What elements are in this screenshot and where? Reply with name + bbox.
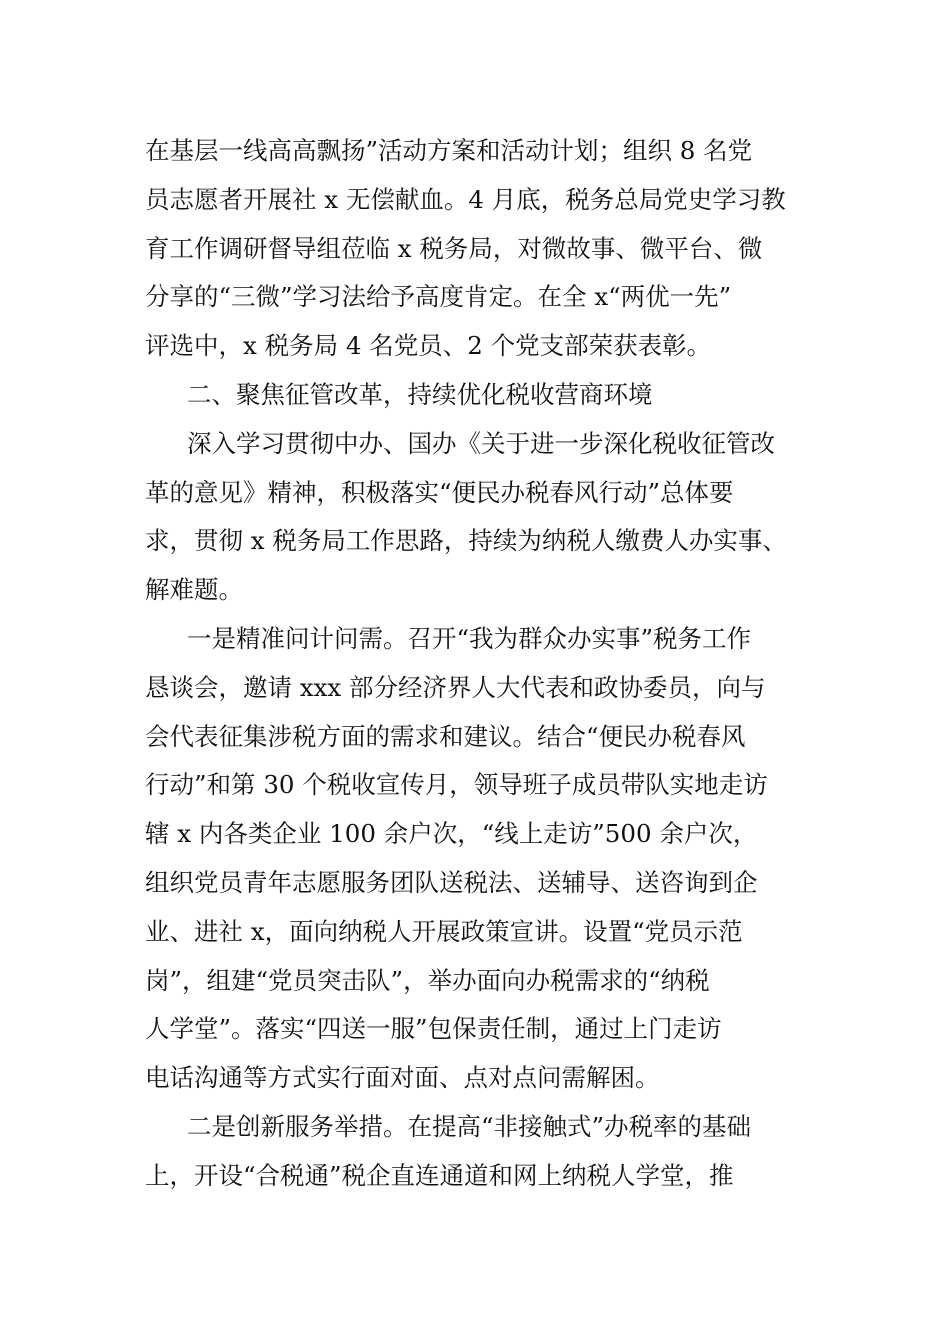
text-line: 辖 x 内各类企业 100 余户次，“线上走访”500 余户次， [145,819,758,849]
text-line: 人学堂”。落实“四送一服”包保责任制，通过上门走访 [145,1014,722,1044]
text-line: 业、进社 x，面向纳税人开展政策宣讲。设置“党员示范 [145,916,743,946]
text-line: 岗”，组建“党员突击队”，举办面向办税需求的“纳税 [145,965,710,995]
text-line: 会代表征集涉税方面的需求和建议。结合“便民办税春风 [145,721,746,751]
text-line: 组织党员青年志愿服务团队送税法、送辅导、送咨询到企 [145,867,758,897]
text-line: 分享的“三微”学习法给予高度肯定。在全 x“两优一先” [145,282,732,312]
text-line: 求，贯彻 x 税务局工作思路，持续为纳税人缴费人办实事、 [145,526,787,556]
document-body [145,127,865,1201]
paragraph-start-line: 二是创新服务举措。在提高“非接触式”办税率的基础 [187,1111,752,1141]
text-line: 恳谈会，邀请 xxx 部分经济界人大代表和政协委员，向与 [145,672,766,702]
section-heading: 二、聚焦征管改革，持续优化税收营商环境 [187,379,653,409]
paragraph-start-line: 一是精准问计问需。召开“我为群众办实事”税务工作 [187,623,752,653]
text-line: 电话沟通等方式实行面对面、点对点问需解困。 [145,1063,660,1093]
text-line: 评选中，x 税务局 4 名党员、2 个党支部荣获表彰。 [145,331,712,361]
text-line: 革的意见》精神，积极落实“便民办税春风行动”总体要 [145,477,734,507]
text-line: 解难题。 [145,575,243,605]
text-line: 在基层一线高高飘扬”活动方案和活动计划；组织 8 名党 [145,136,753,165]
paragraph-start-line: 深入学习贯彻中办、国办《关于进一步深化税收征管改 [187,428,775,458]
text-line: 行动”和第 30 个税收宣传月，领导班子成员带队实地走访 [145,770,768,800]
text-line: 员志愿者开展社 x 无偿献血。4 月底，税务总局党史学习教 [145,184,786,214]
text-line: 上，开设“合税通”税企直连通道和网上纳税人学堂，推 [145,1160,734,1190]
text-line: 育工作调研督导组莅临 x 税务局，对微故事、微平台、微 [145,233,763,263]
